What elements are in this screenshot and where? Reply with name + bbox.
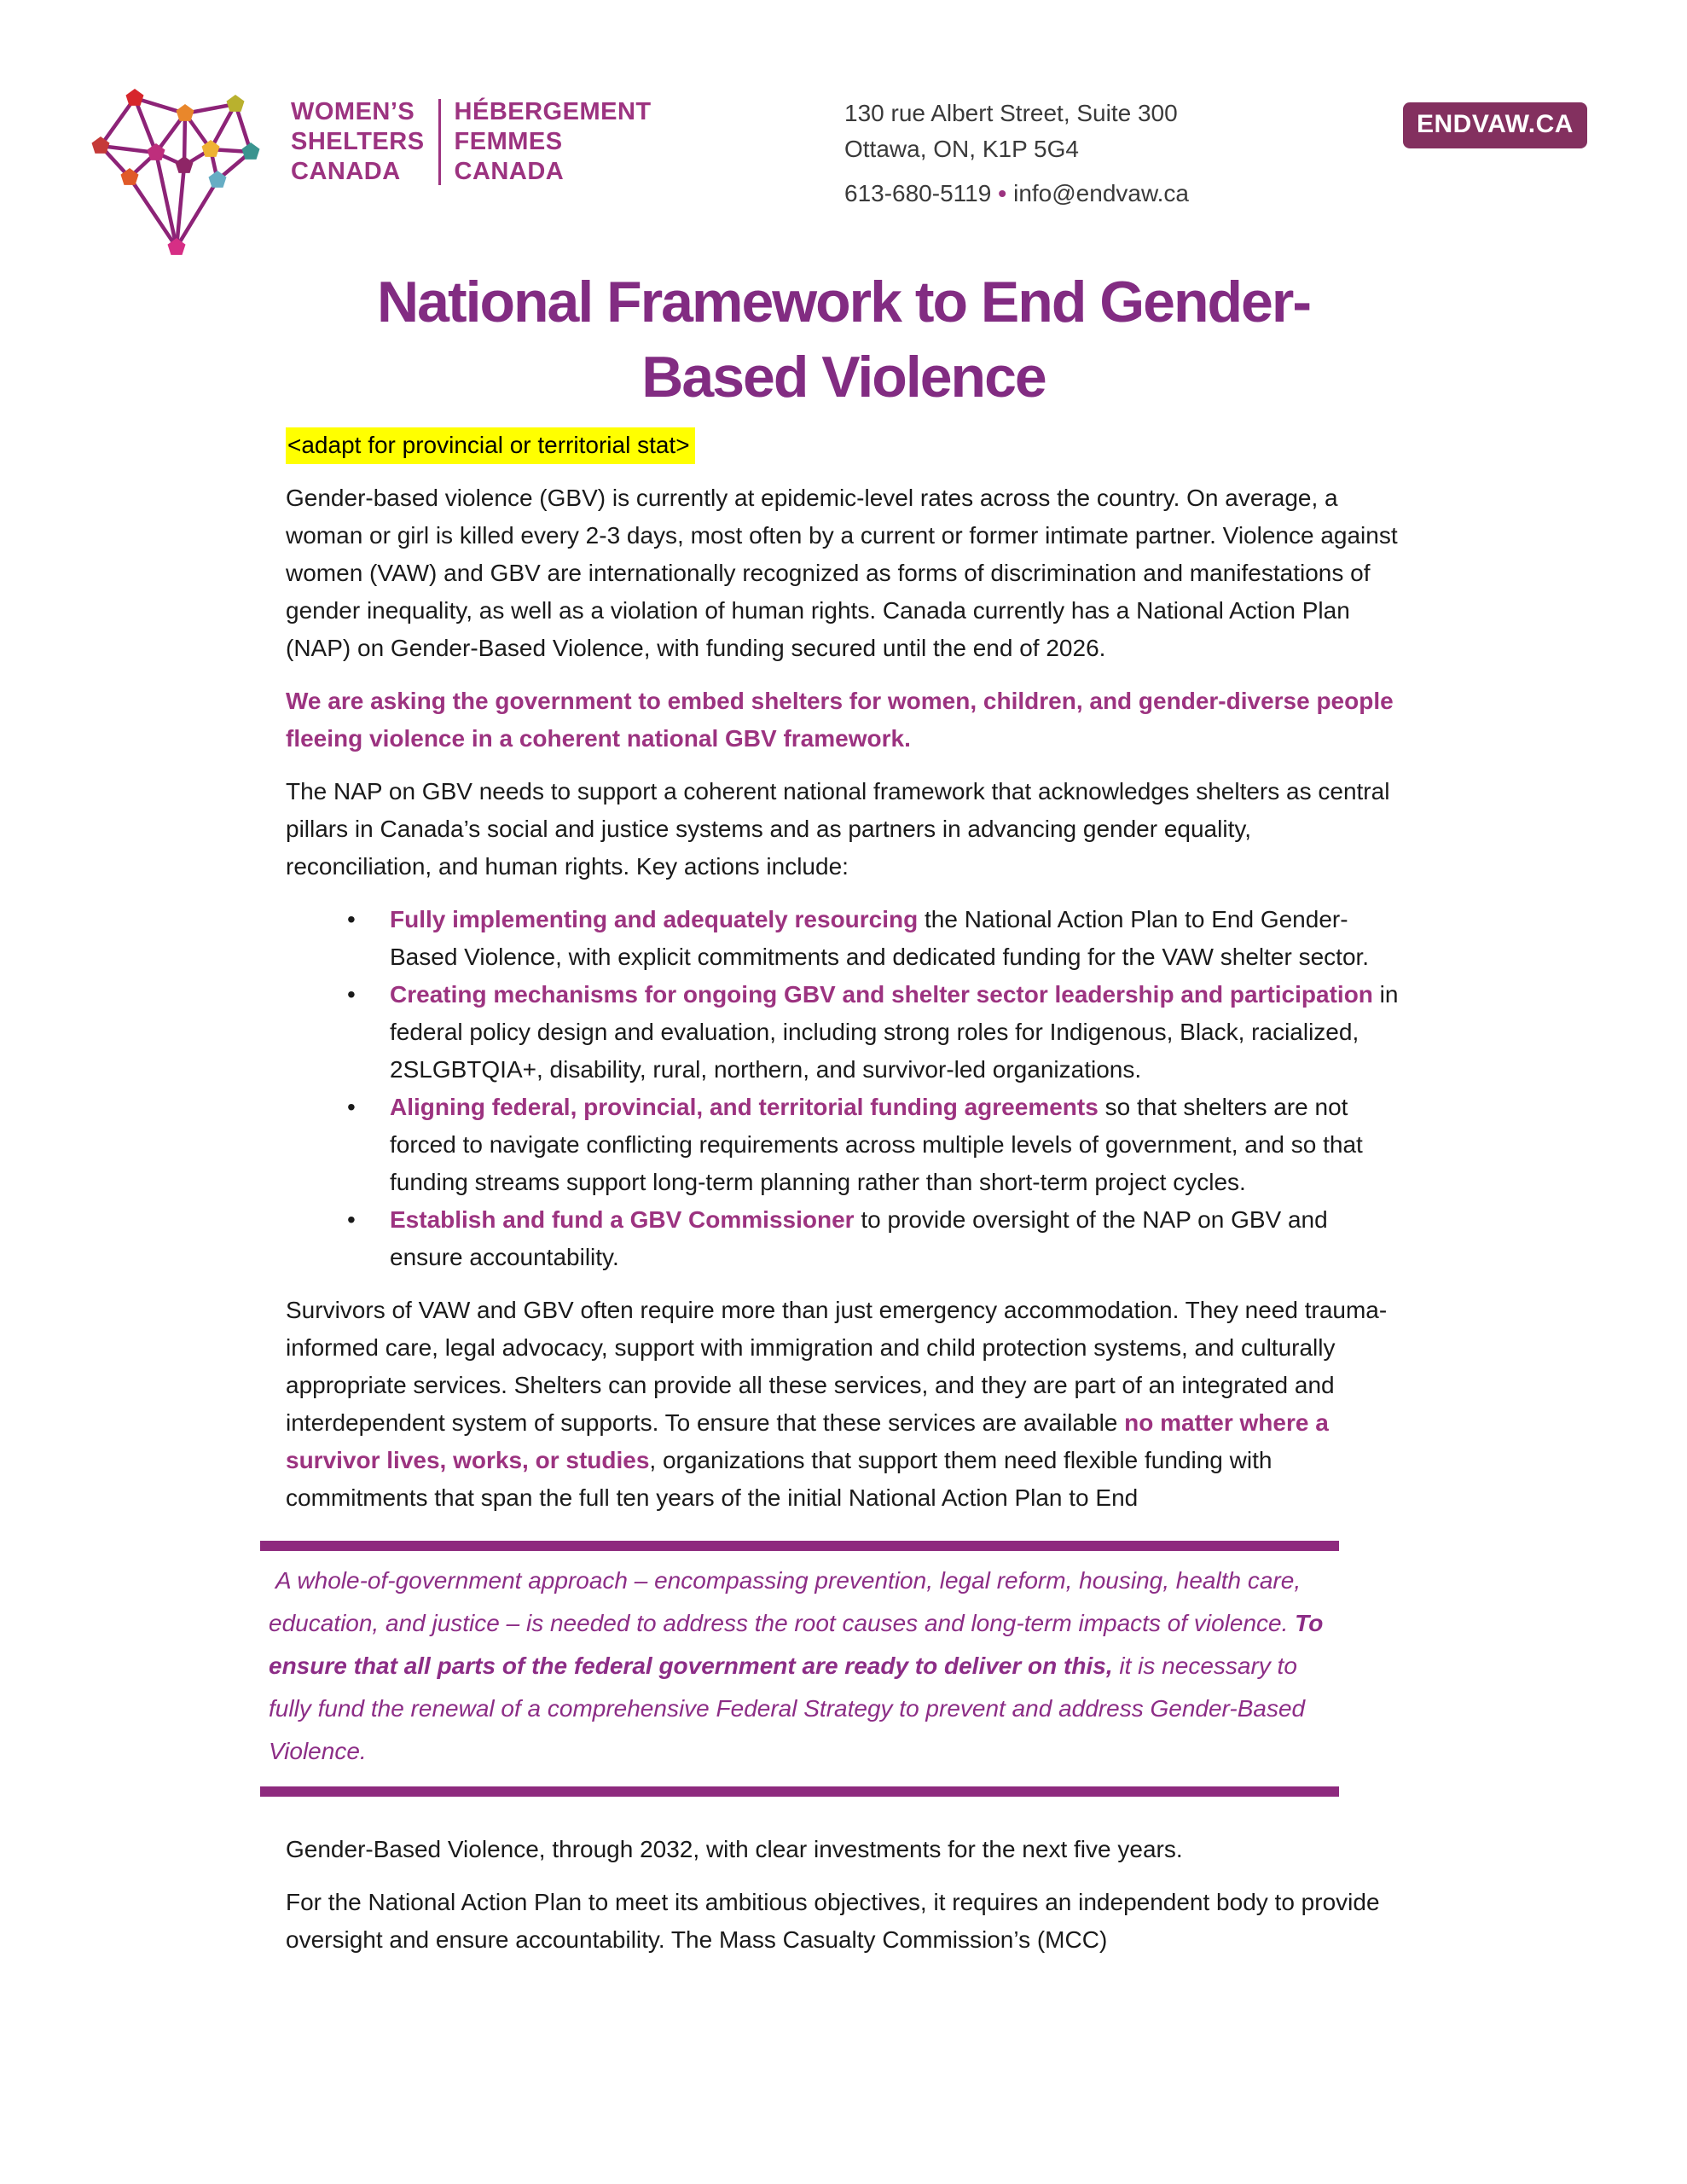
wsc-logo [85, 85, 652, 260]
wsc-wordmark [291, 97, 652, 187]
paragraph-continuation: Gender-Based Violence, through 2032, with clear investments for the next five years. [286, 1836, 1183, 1862]
list-item: • Creating mechanisms for ongoing GBV and shelter sector leadership and participation in federal policy design and evaluation, including strong roles for Indigenous, Black, racialized, 2SLGBTQIA+, disability, rural, northern, and survivor-led organizations. [286, 976, 1403, 1089]
phone-number: 613-680-5119 [844, 180, 992, 206]
paragraph-intro: Gender-based violence (GBV) is currently at epidemic-level rates across the country. On average, a woman or girl is killed every 2-3 days, most often by a current or former intimate partner. Violence against women (VAW) and GBV are internationally recognized as forms of discrimination and manifestations of gender inequality, as well as a violation of human rights. Canada currently has a National Action Plan (NAP) on Gender-Based Violence, with funding secured until the end of 2026. [286, 485, 1398, 661]
letterhead [0, 0, 1687, 256]
contact-line [844, 176, 1189, 212]
key-actions-list [286, 901, 1403, 1276]
list-item: • Establish and fund a GBV Commissioner to provide oversight of the NAP on GBV and ensure accountability. [286, 1201, 1403, 1276]
list-item: • Aligning federal, provincial, and territorial funding agreements so that shelters are not forced to navigate conflicting requirements across multiple levels of government, and so that funding streams support long-term planning rather than short-term project cycles. [286, 1089, 1403, 1201]
wsc-constellation-icon [85, 85, 269, 260]
paragraph-ask: We are asking the government to embed shelters for women, children, and gender-diverse people fleeing violence in a coherent national GBV framework. [286, 688, 1394, 752]
pull-quote-box [260, 1541, 1339, 1797]
template-placeholder: <adapt for provincial or territorial stat> [286, 427, 695, 464]
highlighted-note [286, 427, 1403, 464]
title-line-2: Based Violence [641, 345, 1046, 410]
address-line-1: 130 rue Albert Street, Suite 300 [844, 100, 1178, 126]
address-block [844, 96, 1189, 212]
wordmark-english: WOMEN’S SHELTERS CANADA [291, 98, 425, 185]
endvaw-badge: ENDVAW.CA [1403, 102, 1587, 148]
list-item: • Fully implementing and adequately resourcing the National Action Plan to End Gender-Based Violence, with explicit commitments and dedicated funding for the VAW shelter sector. [286, 901, 1403, 976]
bullet-separator: • [998, 180, 1007, 206]
wordmark-divider [438, 99, 441, 185]
pull-quote-text: A whole-of-government approach – encompassing prevention, legal reform, housing, health care, education, and justice – is needed to address the root causes and long-term impacts of violence. To ensure that all parts of the federal government are ready to deliver on this, it is necessary to fully fund the renewal of a comprehensive Federal Strategy to prevent and address Gender-Based Violence. [269, 1567, 1324, 1764]
paragraph-nap: The NAP on GBV needs to support a coherent national framework that acknowledges shelters as central pillars in Canada’s social and justice systems and as partners in advancing gender equality, reconciliation, and human rights. Key actions include: [286, 778, 1390, 880]
paragraph-oversight: For the National Action Plan to meet its ambitious objectives, it requires an independent body to provide oversight and ensure accountability. The Mass Casualty Commission’s (MCC) [286, 1889, 1380, 1953]
document-body [269, 427, 1403, 1959]
wordmark-french: HÉBERGEMENT FEMMES CANADA [454, 98, 652, 185]
email-address: info@endvaw.ca [1013, 180, 1189, 206]
address-line-2: Ottawa, ON, K1P 5G4 [844, 136, 1079, 162]
title-line-1: National Framework to End Gender- [377, 270, 1310, 334]
paragraph-survivors: Survivors of VAW and GBV often require more than just emergency accommodation. They need trauma-informed care, legal advocacy, support with immigration and child protection systems, and culturally appropriate services. Shelters can provide all these services, and they are part of an integrated and interdependent system of supports. To ensure that these services are available no matter where a survivor lives, works, or studies, organizations that support them need flexible funding with commitments that span the full ten years of the initial National Action Plan to End [286, 1297, 1388, 1511]
page-title [0, 264, 1687, 415]
